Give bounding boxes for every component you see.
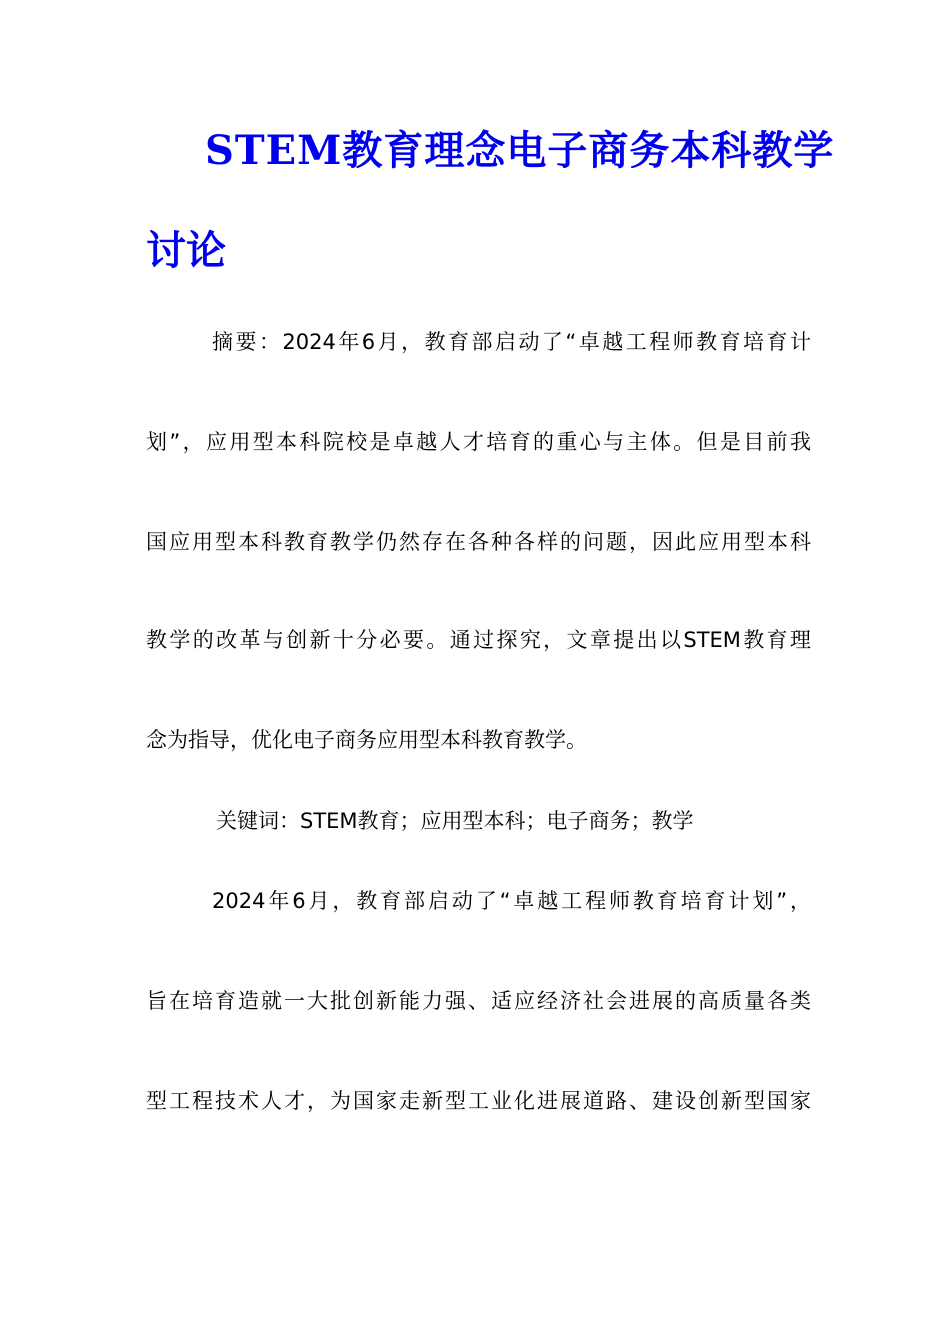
document-title-line-1: STEM教育理念电子商务本科教学 xyxy=(205,127,835,174)
abstract-line: 国应用型本科教育教学仍然存在各种各样的问题，因此应用型本科 xyxy=(146,530,811,554)
abstract-line: 念为指导，优化电子商务应用型本科教育教学。 xyxy=(146,728,587,752)
document-title-line-2: 讨论 xyxy=(146,227,226,274)
abstract-line: 摘要：2024年6月，教育部启动了“卓越工程师教育培育计 xyxy=(212,330,811,354)
keywords-line: 关键词：STEM教育；应用型本科；电子商务；教学 xyxy=(216,809,694,833)
body-line: 2024年6月，教育部启动了“卓越工程师教育培育计划”， xyxy=(212,889,811,913)
abstract-line: 划”，应用型本科院校是卓越人才培育的重心与主体。但是目前我 xyxy=(146,430,811,454)
abstract-line: 教学的改革与创新十分必要。通过探究，文章提出以STEM教育理 xyxy=(146,628,811,652)
body-line: 旨在培育造就一大批创新能力强、适应经济社会进展的高质量各类 xyxy=(146,989,811,1013)
body-line: 型工程技术人才，为国家走新型工业化进展道路、建设创新型国家 xyxy=(146,1089,811,1113)
